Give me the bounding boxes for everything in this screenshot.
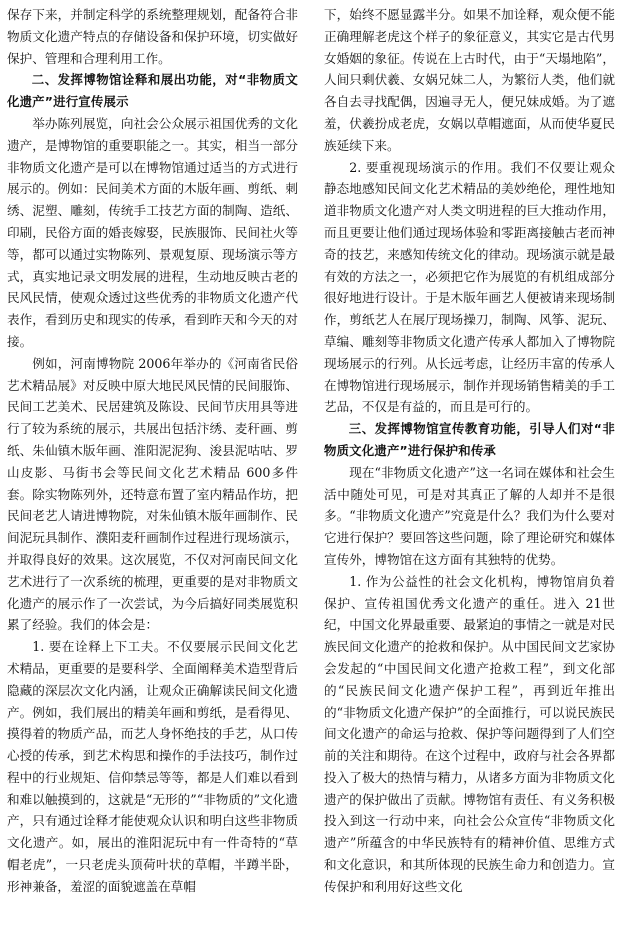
continued-paragraph: 下，始终不愿显露半分。如果不加诠释，观众便不能正确理解老虎这个样子的象征意义，其实它是古代男女婚姻的象征。传说在上古时代，由于“天塌地陷”，人间只剩伏羲、女娲兄妹二人，为繁衍人类，他们就各自去寻找配偶，因遍寻无人，便兄妹成婚。为了遮羞，伏羲扮成老虎，女娲以草帽遮面，从而使华夏民族延续下来。: [324, 7, 615, 153]
body-paragraph: 现在“非物质文化遗产”这一名词在媒体和社会生活中随处可见，可是对其真正了解的人却并不是很多。“非物质文化遗产”究竟是什么？我们为什么要对它进行保护？要回答这些问题，除了理论研究和媒体宣传外，博物馆在这方面有其独特的优势。: [324, 464, 615, 567]
body-paragraph: 2. 要重视现场演示的作用。我们不仅要让观众静态地感知民间文化艺术精品的美妙绝伦，理性地知道非物质文化遗产对人类文明进程的巨大推动作用，而且更要让他们通过现场体验和零距离接触古老而神奇的技艺，来感知传统文化的律动。现场演示就是最有效的方法之一，必须把它作为展览的有机组成部分很好地进行设计。于是木版年画艺人便被请来现场制作，剪纸艺人在展厅现场操刀，制陶、风筝、泥玩、草编、雕刻等非物质文化遗产传承人都加入了博物院现场展示的行列。从长远考虑，让经历丰富的传承人在博物馆进行现场展示，制作并现场销售精美的手工艺品，不仅是有益的，而且是可行的。: [324, 159, 615, 415]
body-paragraph: 例如，河南博物院 2006年举办的《河南省民俗艺术精品展》对反映中原大地民风民情的民间服饰、民间工艺美术、民居建筑及陈设、民间节庆用具等进行了较为系统的展示，共展出包括汴绣、麦秆画、剪纸、朱仙镇木版年画、淮阳泥泥狗、浚县泥咕咕、罗山皮影、马街书会等民间文化艺术精品 600多件套。除实物陈列外，还特意布置了室内精品作坊，把民间老艺人请进博物院，对朱仙镇木版年画制作、民间泥玩具制作、濮阳麦秆画制作过程进行现场演示，并取得良好的效果。这次展览，不仅对河南民间文化艺术进行了一次系统的梳理，更重要的是对非物质文化遗产的展示作了一次尝试，为今后搞好同类展览积累了经验。我们的体会是：: [7, 355, 298, 633]
section-heading-3: 三、发挥博物馆宣传教育功能，引导人们对“非物质文化遗产”进行保护和传承: [324, 421, 615, 458]
body-paragraph: 1. 作为公益性的社会文化机构，博物馆肩负着保护、宣传祖国优秀文化遗产的重任。进入 21世纪，中国文化界最重要、最紧迫的事情之一就是对民族民间文化遗产的抢救和保护。从中国民间文艺家协会发起的“中国民间文化遗产抢救工程”，到文化部的“民族民间文化遗产保护工程”，再到近年推出的“非物质文化遗产保护”的全面推行，可以说民族民间文化遗产的命运与抢救、保护等问题得到了人们空前的关注和期待。在这个过程中，政府与社会各界都投入了极大的热情与精力，从诸多方面为非物质文化遗产的保护做出了贡献。博物馆有责任、有义务积极投入到这一行动中来，向社会公众宣传“非物质文化遗产”所蕴含的中华民族特有的精神价值、思维方式和文化意识，和其所体现的民族生命力和创造力。宣传保护和利用好这些文化: [324, 573, 615, 894]
continued-paragraph: 保存下来，并制定科学的系统整理规划，配备符合非物质文化遗产特点的存储设备和保护环境，切实做好保护、管理和合理利用工作。: [7, 7, 298, 66]
section-heading-2: 二、发挥博物馆诠释和展出功能，对“非物质文化遗产”进行宣传展示: [7, 72, 298, 110]
body-paragraph: 举办陈列展览，向社会公众展示祖国优秀的文化遗产，是博物馆的重要职能之一。其实，相当一部分非物质文化遗产是可以在博物馆通过适当的方式进行展示的。例如：民间美术方面的木版年画、剪纸、刺绣、泥塑、雕刻，传统手工技艺方面的制陶、造纸、印刷，民俗方面的婚丧嫁娶，民族服饰、民间社火等等，都可以通过实物陈列、景观复原、现场演示等方式，真实地记录文明发展的进程，生动地反映古老的民风民情，使观众透过这些优秀的非物质文化遗产代表作，看到历史和现实的传承，看到昨天和今天的对接。: [7, 115, 298, 349]
right-column: [324, 4, 615, 898]
body-paragraph: 1. 要在诠释上下工夫。不仅要展示民间文化艺术精品，更重要的是要科学、全面阐释美术造型背后隐藏的深层次文化内涵，让观众正确解读民间文化遗产。例如，我们展出的精美年画和剪纸，是看得见、摸得着的物质产品，而艺人身怀绝技的手艺，从口传心授的传承，到艺术构思和操作的手法技巧，制作过程中的行业规矩、信仰禁忌等等，都是人们难以看到和难以触摸到的，这就是“无形的”“非物质的”文化遗产，只有通过诠释才能使观众认识和明白这些非物质文化遗产。如，展出的淮阳泥玩中有一件奇特的“草帽老虎”，一只老虎头顶荷叶状的草帽，半蹲半卧，形神兼备，羞涩的面貌遮盖在草帽: [7, 639, 298, 894]
left-column: [7, 4, 298, 898]
